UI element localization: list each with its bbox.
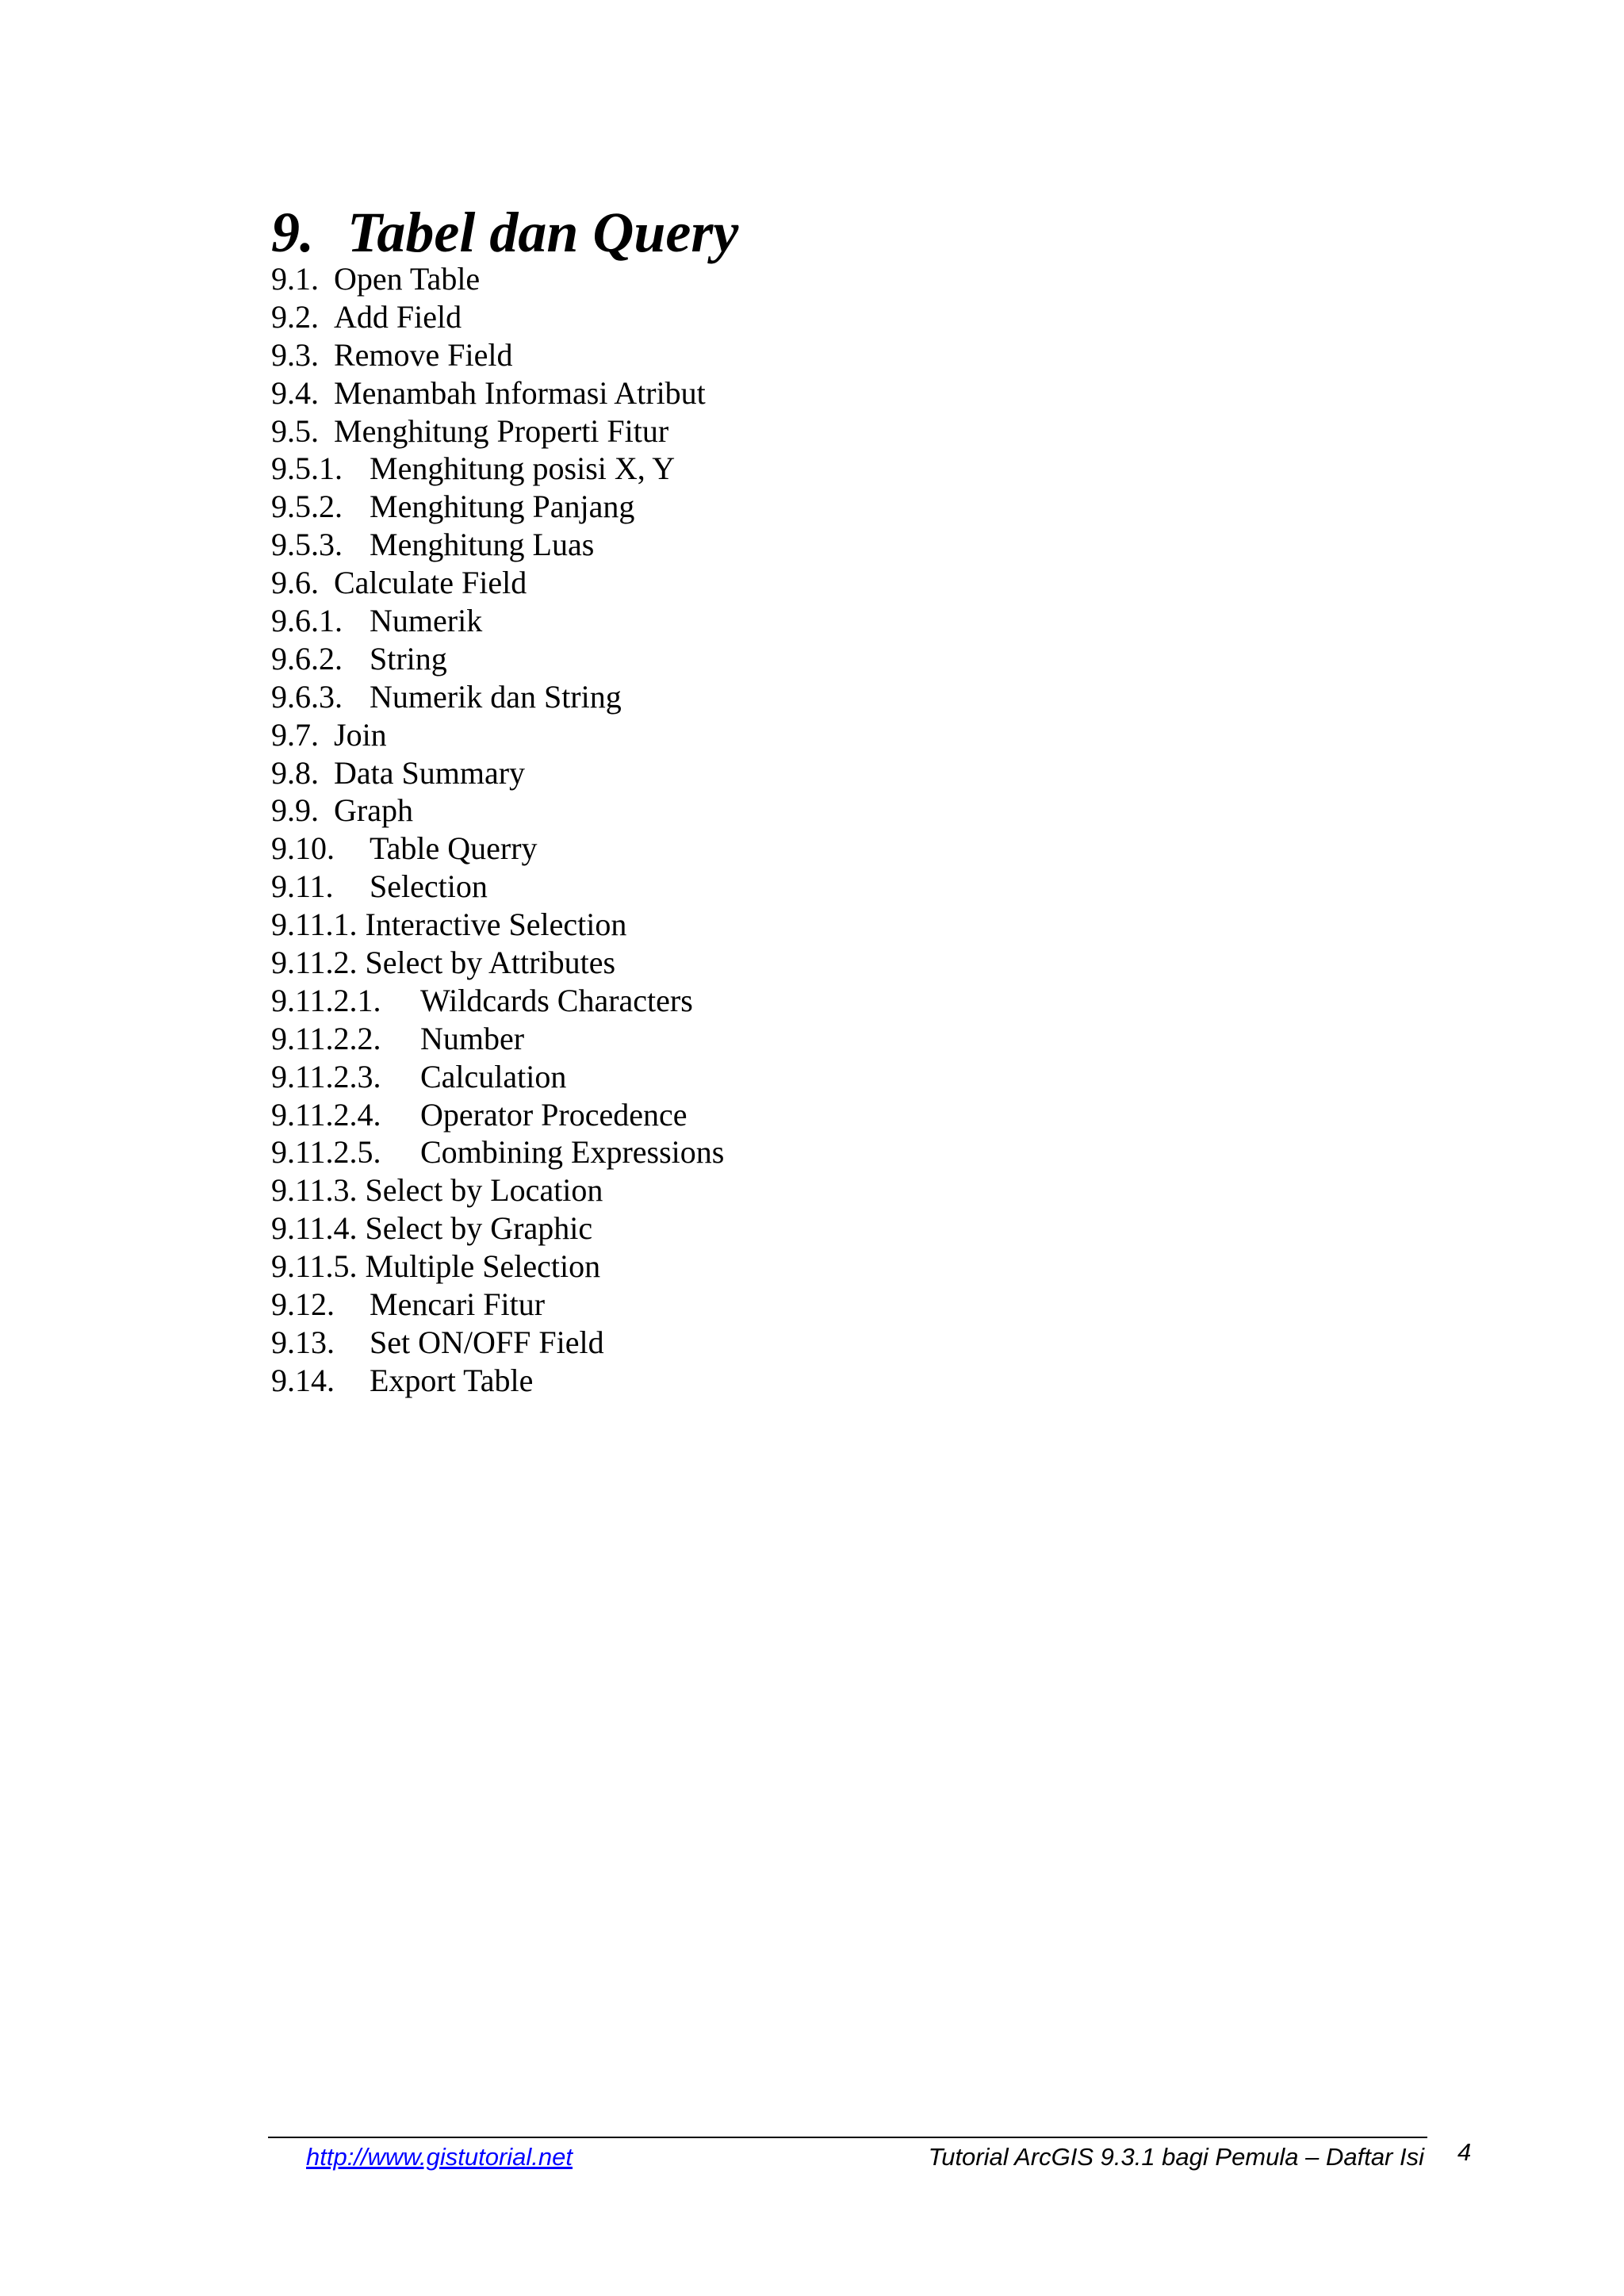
toc-entry[interactable]	[271, 412, 724, 450]
toc-entry[interactable]	[271, 374, 724, 412]
toc-label: Number	[420, 1020, 525, 1056]
toc-label: Menghitung Luas	[370, 527, 595, 563]
toc-number: 9.2.	[271, 298, 319, 335]
toc-label: Graph	[334, 792, 413, 829]
toc-number: 9.8.	[271, 754, 319, 791]
toc-label: Menghitung Panjang	[370, 489, 635, 525]
toc-label: Set ON/OFF Field	[370, 1324, 604, 1360]
toc-label: Select by Attributes	[365, 945, 616, 981]
toc-label: Remove Field	[334, 336, 513, 373]
toc-entry[interactable]	[271, 640, 724, 678]
toc-entry[interactable]	[271, 488, 724, 526]
toc-entry[interactable]	[271, 1171, 724, 1209]
toc-label: Add Field	[334, 298, 462, 335]
toc-entry[interactable]	[271, 1209, 724, 1248]
toc-number: 9.6.1.	[271, 603, 343, 639]
toc-label: Open Table	[334, 261, 481, 297]
toc-label: Multiple Selection	[365, 1248, 601, 1285]
toc-number: 9.11.2.	[271, 945, 358, 981]
footer-divider	[268, 2137, 1427, 2138]
toc-entry[interactable]	[271, 678, 724, 716]
toc-number: 9.12.	[271, 1286, 335, 1323]
toc-number: 9.14.	[271, 1362, 335, 1398]
toc-label: Menghitung posisi X, Y	[370, 450, 676, 487]
toc-label: Numerik	[370, 603, 483, 639]
toc-entry[interactable]	[271, 830, 724, 868]
toc-label: Table Querry	[370, 830, 538, 867]
toc-number: 9.11.1.	[271, 907, 358, 943]
toc-entry[interactable]	[271, 260, 724, 298]
chapter-heading	[271, 197, 738, 268]
toc-label: String	[370, 640, 447, 677]
toc-label: Numerik dan String	[370, 678, 622, 715]
toc-label: Select by Location	[365, 1172, 603, 1209]
chapter-title: Tabel dan Query	[347, 201, 739, 264]
toc-entry[interactable]	[271, 1286, 724, 1324]
toc-entry[interactable]	[271, 602, 724, 640]
toc-number: 9.11.4.	[271, 1210, 358, 1247]
toc-entry[interactable]	[271, 336, 724, 374]
toc-number: 9.5.2.	[271, 489, 343, 525]
toc-label: Export Table	[370, 1362, 534, 1398]
toc-number: 9.5.	[271, 412, 319, 449]
toc-number: 9.9.	[271, 792, 319, 829]
toc-entry[interactable]	[271, 1324, 724, 1362]
toc-entry[interactable]	[271, 1058, 724, 1096]
toc-number: 9.11.	[271, 868, 334, 905]
footer-website-link[interactable]: http://www.gistutorial.net	[306, 2143, 573, 2171]
toc-label: Operator Procedence	[420, 1096, 688, 1133]
toc-number: 9.13.	[271, 1324, 335, 1360]
toc-number: 9.10.	[271, 830, 335, 867]
toc-label: Mencari Fitur	[370, 1286, 546, 1323]
toc-number: 9.11.3.	[271, 1172, 358, 1209]
toc-label: Selection	[370, 868, 488, 905]
toc-label: Join	[334, 716, 387, 753]
toc-entry[interactable]	[271, 1362, 724, 1400]
toc-number: 9.4.	[271, 374, 319, 411]
toc-entry[interactable]	[271, 792, 724, 830]
toc-number: 9.3.	[271, 336, 319, 373]
toc-label: Combining Expressions	[420, 1134, 725, 1171]
toc-number: 9.11.2.1.	[271, 982, 381, 1018]
toc-entry[interactable]	[271, 716, 724, 754]
toc-entry[interactable]	[271, 754, 724, 792]
toc-entry[interactable]	[271, 564, 724, 602]
toc-entry[interactable]	[271, 298, 724, 336]
toc-number: 9.11.2.3.	[271, 1058, 381, 1094]
toc-number: 9.6.	[271, 565, 319, 601]
toc-label: Menambah Informasi Atribut	[334, 374, 706, 411]
toc-entry[interactable]	[271, 944, 724, 982]
toc-label: Calculation	[420, 1058, 567, 1094]
page-number: 4	[1457, 2138, 1472, 2166]
toc-number: 9.11.2.4.	[271, 1096, 381, 1133]
toc-label: Menghitung Properti Fitur	[334, 412, 669, 449]
toc-number: 9.5.3.	[271, 527, 343, 563]
chapter-number: 9.	[271, 201, 314, 264]
toc-number: 9.11.2.2.	[271, 1020, 381, 1056]
toc-number: 9.5.1.	[271, 450, 343, 487]
toc-number: 9.7.	[271, 716, 319, 753]
toc-label: Select by Graphic	[365, 1210, 593, 1247]
toc-label: Wildcards Characters	[420, 982, 693, 1018]
toc-number: 9.1.	[271, 261, 319, 297]
toc-entry[interactable]	[271, 906, 724, 944]
table-of-contents	[271, 260, 724, 1400]
toc-number: 9.6.2.	[271, 640, 343, 677]
toc-label: Interactive Selection	[365, 907, 627, 943]
toc-entry[interactable]	[271, 450, 724, 488]
toc-number: 9.11.5.	[271, 1248, 358, 1285]
toc-entry[interactable]	[271, 982, 724, 1020]
toc-label: Data Summary	[334, 754, 526, 791]
footer-document-title: Tutorial ArcGIS 9.3.1 bagi Pemula – Daftar Isi	[928, 2143, 1424, 2171]
toc-entry[interactable]	[271, 868, 724, 906]
toc-entry[interactable]	[271, 1020, 724, 1058]
toc-entry[interactable]	[271, 1096, 724, 1134]
toc-number: 9.11.2.5.	[271, 1134, 381, 1171]
toc-entry[interactable]	[271, 1248, 724, 1286]
toc-number: 9.6.3.	[271, 678, 343, 715]
toc-entry[interactable]	[271, 526, 724, 564]
toc-entry[interactable]	[271, 1133, 724, 1171]
toc-label: Calculate Field	[334, 565, 527, 601]
